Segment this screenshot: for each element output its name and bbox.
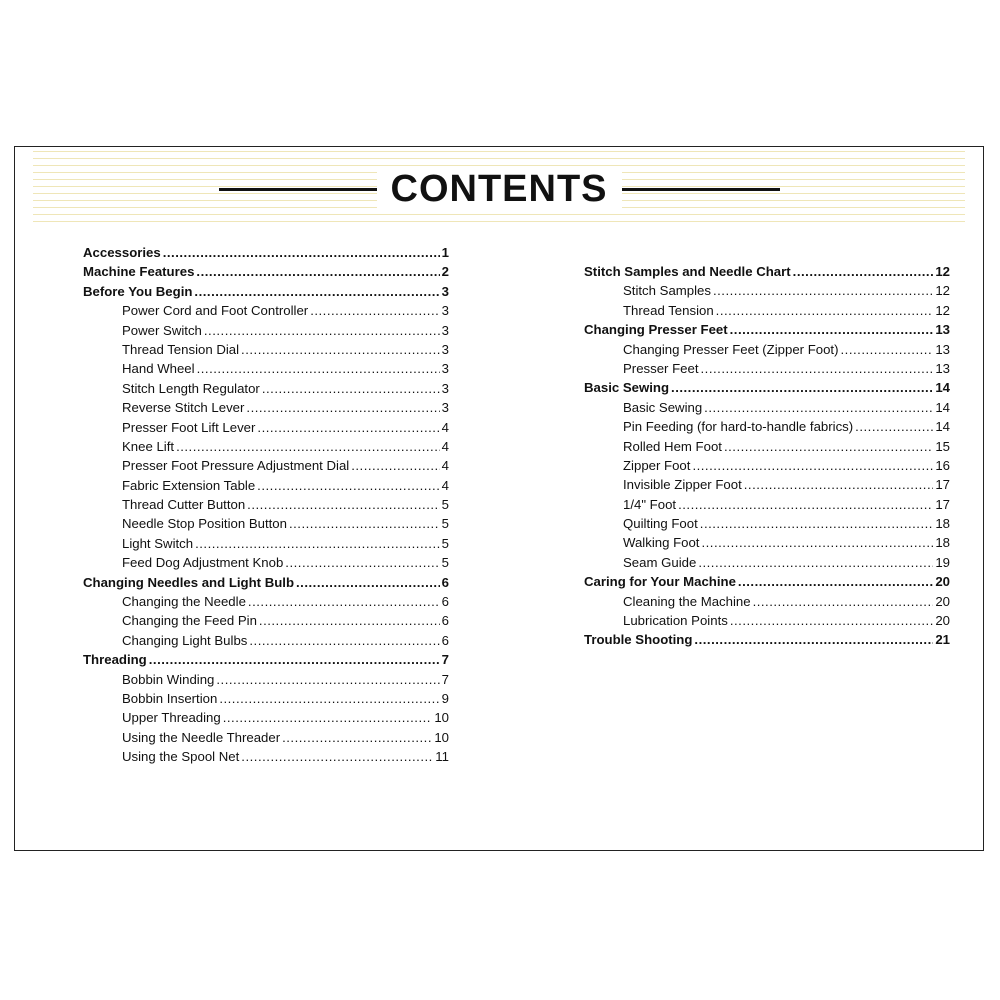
toc-entry-page: 13 (935, 322, 950, 338)
toc-leader-dots (289, 514, 440, 533)
toc-leader-dots (196, 262, 439, 281)
toc-subsection-entry (83, 301, 449, 320)
toc-section-entry (83, 573, 449, 592)
toc-entry-page: 4 (441, 419, 449, 435)
toc-entry-label: Zipper Foot (623, 457, 691, 473)
toc-leader-dots (744, 475, 934, 494)
toc-entry-label: Power Switch (122, 322, 202, 338)
toc-leader-dots (296, 573, 440, 592)
toc-leader-dots (176, 437, 440, 456)
toc-entry-page: 18 (935, 535, 950, 551)
toc-section-entry (83, 243, 449, 262)
toc-section-entry (584, 262, 950, 281)
toc-subsection-entry (584, 359, 950, 378)
toc-entry-page: 2 (441, 264, 449, 280)
toc-entry-page: 6 (441, 574, 449, 590)
toc-entry-page: 20 (935, 574, 950, 590)
toc-leader-dots (219, 689, 439, 708)
toc-leader-dots (241, 747, 433, 766)
toc-entry-label: Upper Threading (122, 710, 221, 726)
toc-subsection-entry (584, 533, 950, 552)
toc-entry-label: Bobbin Winding (122, 671, 215, 687)
toc-section-entry (83, 282, 449, 301)
toc-entry-label: Trouble Shooting (584, 632, 693, 648)
toc-subsection-entry (83, 340, 449, 359)
toc-entry-page: 14 (935, 419, 950, 435)
toc-leader-dots (262, 379, 440, 398)
toc-entry-page: 15 (935, 438, 950, 454)
toc-subsection-entry (584, 495, 950, 514)
toc-leader-dots (216, 670, 439, 689)
toc-entry-page: 20 (935, 613, 950, 629)
toc-entry-label: Power Cord and Foot Controller (122, 303, 309, 319)
toc-entry-page: 17 (935, 477, 950, 493)
toc-entry-label: Using the Spool Net (122, 749, 240, 765)
toc-leader-dots (724, 437, 933, 456)
toc-subsection-entry (584, 417, 950, 436)
toc-leader-dots (713, 281, 933, 300)
toc-leader-dots (248, 592, 440, 611)
toc-leader-dots (841, 340, 934, 359)
toc-leader-dots (310, 301, 439, 320)
toc-entry-label: Fabric Extension Table (122, 477, 256, 493)
toc-entry-label: Stitch Samples (623, 283, 711, 299)
toc-entry-label: Reverse Stitch Lever (122, 400, 245, 416)
toc-entry-label: Light Switch (122, 535, 194, 551)
toc-subsection-entry (83, 476, 449, 495)
toc-entry-page: 10 (434, 710, 449, 726)
toc-leader-dots (855, 417, 933, 436)
toc-entry-page: 5 (441, 497, 449, 513)
title-rule-right (622, 188, 780, 191)
toc-entry-label: Threading (83, 652, 147, 668)
toc-entry-label: Presser Foot Pressure Adjustment Dial (122, 458, 350, 474)
toc-right-column (584, 262, 950, 650)
page-title: CONTENTS (377, 167, 622, 211)
toc-entry-page: 3 (441, 361, 449, 377)
toc-entry-page: 10 (434, 729, 449, 745)
toc-entry-label: Basic Sewing (584, 380, 670, 396)
toc-leader-dots (730, 320, 934, 339)
toc-leader-dots (259, 611, 440, 630)
toc-entry-page: 5 (441, 535, 449, 551)
toc-subsection-entry (83, 495, 449, 514)
toc-subsection-entry (83, 398, 449, 417)
toc-subsection-entry (83, 514, 449, 533)
toc-leader-dots (195, 534, 440, 553)
toc-leader-dots (249, 631, 439, 650)
toc-entry-page: 3 (441, 341, 449, 357)
toc-entry-page: 12 (935, 283, 950, 299)
toc-entry-page: 13 (935, 360, 950, 376)
toc-section-entry (584, 378, 950, 397)
toc-subsection-entry (83, 611, 449, 630)
toc-subsection-entry (83, 592, 449, 611)
toc-section-entry (83, 650, 449, 669)
toc-entry-page: 21 (935, 632, 950, 648)
toc-entry-label: Quilting Foot (623, 516, 698, 532)
toc-entry-label: Needle Stop Position Button (122, 516, 287, 532)
toc-leader-dots (194, 282, 439, 301)
toc-subsection-entry (83, 670, 449, 689)
toc-leader-dots (698, 553, 933, 572)
toc-subsection-entry (584, 592, 950, 611)
toc-leader-dots (204, 321, 440, 340)
toc-entry-page: 13 (935, 341, 950, 357)
toc-entry-label: Changing Presser Feet (Zipper Foot) (623, 341, 839, 357)
toc-subsection-entry (584, 437, 950, 456)
toc-subsection-entry (83, 728, 449, 747)
toc-leader-dots (694, 630, 933, 649)
toc-leader-dots (257, 476, 439, 495)
toc-entry-label: Presser Feet (623, 360, 699, 376)
toc-entry-page: 14 (935, 399, 950, 415)
toc-entry-label: Hand Wheel (122, 361, 195, 377)
toc-leader-dots (716, 301, 934, 320)
toc-entry-label: Before You Begin (83, 283, 193, 299)
toc-subsection-entry (584, 611, 950, 630)
toc-entry-page: 4 (441, 477, 449, 493)
toc-entry-page: 3 (441, 303, 449, 319)
toc-entry-label: Seam Guide (623, 554, 697, 570)
toc-entry-page: 3 (441, 380, 449, 396)
toc-entry-page: 7 (441, 671, 449, 687)
toc-entry-page: 11 (435, 749, 449, 765)
toc-entry-label: Basic Sewing (623, 399, 703, 415)
toc-entry-label: Thread Tension Dial (122, 341, 240, 357)
toc-subsection-entry (83, 631, 449, 650)
toc-leader-dots (730, 611, 933, 630)
toc-entry-label: Changing Needles and Light Bulb (83, 574, 294, 590)
toc-entry-page: 18 (935, 516, 950, 532)
toc-leader-dots (163, 243, 440, 262)
toc-leader-dots (282, 728, 432, 747)
toc-entry-page: 12 (935, 302, 950, 318)
toc-subsection-entry (83, 418, 449, 437)
toc-entry-page: 4 (441, 458, 449, 474)
toc-leader-dots (793, 262, 934, 281)
toc-leader-dots (671, 378, 933, 397)
toc-subsection-entry (584, 475, 950, 494)
toc-leader-dots (247, 495, 440, 514)
toc-entry-page: 4 (441, 438, 449, 454)
toc-leader-dots (753, 592, 934, 611)
toc-subsection-entry (584, 553, 950, 572)
toc-entry-page: 17 (935, 496, 950, 512)
title-rule-left (219, 188, 377, 191)
toc-entry-page: 9 (441, 690, 449, 706)
toc-section-entry (83, 262, 449, 281)
toc-subsection-entry (83, 321, 449, 340)
toc-entry-page: 6 (441, 632, 449, 648)
toc-entry-label: Thread Tension (623, 302, 714, 318)
toc-entry-label: Stitch Samples and Needle Chart (584, 264, 791, 279)
toc-subsection-entry (83, 708, 449, 727)
toc-entry-label: Machine Features (83, 264, 195, 280)
toc-subsection-entry (83, 456, 449, 475)
toc-leader-dots (704, 398, 933, 417)
toc-entry-page: 6 (441, 613, 449, 629)
toc-subsection-entry (584, 514, 950, 533)
toc-entry-label: Changing the Feed Pin (122, 613, 257, 629)
toc-subsection-entry (584, 301, 950, 320)
toc-entry-label: Invisible Zipper Foot (623, 477, 742, 493)
toc-leader-dots (149, 650, 440, 669)
toc-entry-page: 12 (935, 264, 950, 279)
toc-subsection-entry (584, 398, 950, 417)
toc-leader-dots (223, 708, 433, 727)
toc-entry-page: 3 (441, 283, 449, 299)
toc-left-column (83, 243, 449, 767)
toc-entry-label: Changing Light Bulbs (122, 632, 248, 648)
toc-entry-label: Rolled Hem Foot (623, 438, 722, 454)
toc-subsection-entry (83, 359, 449, 378)
toc-leader-dots (351, 456, 439, 475)
toc-entry-page: 20 (935, 593, 950, 609)
toc-entry-label: 1/4" Foot (623, 496, 677, 512)
toc-section-entry (584, 572, 950, 591)
toc-leader-dots (701, 359, 934, 378)
toc-entry-page: 19 (935, 554, 950, 570)
toc-entry-page: 7 (441, 652, 449, 668)
toc-entry-label: Knee Lift (122, 438, 175, 454)
toc-entry-label: Using the Needle Threader (122, 729, 281, 745)
toc-subsection-entry (584, 281, 950, 300)
toc-leader-dots (197, 359, 440, 378)
toc-subsection-entry (584, 456, 950, 475)
toc-entry-label: Presser Foot Lift Lever (122, 419, 256, 435)
toc-entry-label: Lubrication Points (623, 613, 728, 629)
toc-subsection-entry (83, 379, 449, 398)
toc-entry-label: Changing Presser Feet (584, 322, 728, 338)
toc-entry-page: 6 (441, 594, 449, 610)
toc-entry-page: 5 (441, 516, 449, 532)
toc-leader-dots (246, 398, 439, 417)
toc-entry-page: 5 (441, 555, 449, 571)
toc-entry-label: Feed Dog Adjustment Knob (122, 555, 284, 571)
toc-subsection-entry (83, 553, 449, 572)
toc-entry-label: Stitch Length Regulator (122, 380, 260, 396)
toc-entry-page: 16 (935, 457, 950, 473)
toc-leader-dots (257, 418, 439, 437)
toc-leader-dots (738, 572, 933, 591)
toc-entry-page: 14 (935, 380, 950, 396)
toc-subsection-entry (83, 534, 449, 553)
toc-subsection-entry (83, 689, 449, 708)
toc-leader-dots (678, 495, 933, 514)
toc-leader-dots (692, 456, 933, 475)
toc-section-entry (584, 320, 950, 339)
toc-subsection-entry (83, 437, 449, 456)
toc-leader-dots (285, 553, 439, 572)
toc-leader-dots (701, 533, 933, 552)
toc-entry-label: Cleaning the Machine (623, 593, 751, 609)
toc-leader-dots (241, 340, 440, 359)
toc-entry-label: Accessories (83, 245, 161, 260)
toc-entry-label: Walking Foot (623, 535, 700, 551)
toc-section-entry (584, 630, 950, 649)
contents-page (14, 146, 984, 851)
toc-entry-label: Pin Feeding (for hard-to-handle fabrics) (623, 419, 854, 435)
toc-entry-label: Bobbin Insertion (122, 690, 218, 706)
toc-entry-label: Changing the Needle (122, 594, 246, 610)
toc-entry-page: 3 (441, 400, 449, 416)
toc-entry-label: Caring for Your Machine (584, 574, 736, 590)
toc-entry-label: Thread Cutter Button (122, 497, 246, 513)
toc-subsection-entry (584, 340, 950, 359)
toc-subsection-entry (83, 747, 449, 766)
title-block (15, 167, 983, 211)
toc-entry-page: 1 (441, 245, 449, 260)
toc-entry-page: 3 (441, 322, 449, 338)
toc-leader-dots (700, 514, 934, 533)
